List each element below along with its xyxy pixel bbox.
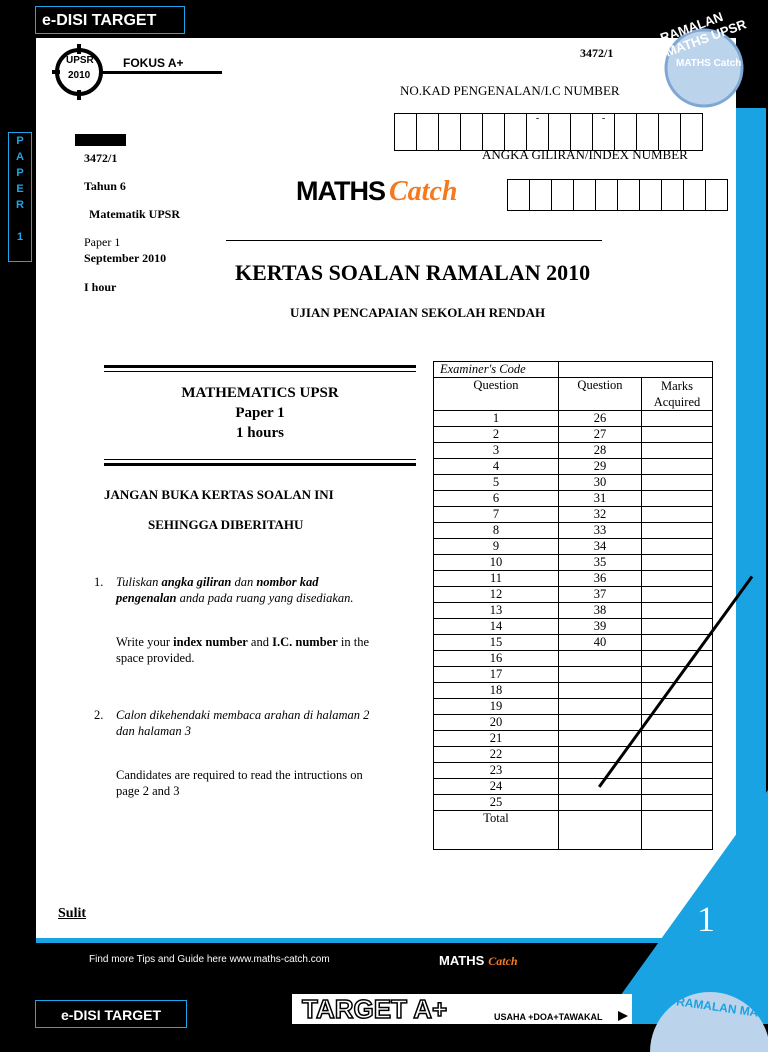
table-row (434, 523, 713, 539)
ic-digit-box[interactable] (680, 113, 703, 151)
total-label: Total (434, 811, 559, 850)
ic-label: NO.KAD PENGENALAN/I.C NUMBER (400, 83, 620, 98)
instruction-1-number: 1. (94, 575, 104, 589)
marks-cell[interactable] (642, 715, 713, 731)
instruction-2-number: 2. (94, 708, 104, 722)
index-digit-box[interactable] (595, 179, 618, 211)
ic-digit-box[interactable] (482, 113, 505, 151)
table-row (434, 491, 713, 507)
question-number: 14 (434, 619, 559, 635)
examiner-table (433, 361, 713, 850)
ic-number-boxes[interactable] (394, 113, 702, 151)
ic-digit-box[interactable] (636, 113, 659, 151)
question-number: 36 (559, 571, 642, 587)
question-number: 18 (434, 683, 559, 699)
sulit-label: Sulit (58, 906, 87, 921)
marks-cell[interactable] (642, 427, 713, 443)
blue-corner (600, 790, 768, 1024)
heading-line-1: MATHEMATICS UPSR (181, 385, 339, 401)
marks-cell[interactable] (642, 619, 713, 635)
instruction-2-malay-l1: Calon dikehendaki membaca arahan di halaman 2 (116, 708, 370, 722)
table-row (434, 507, 713, 523)
ic-digit-box[interactable] (658, 113, 681, 151)
index-digit-box[interactable] (529, 179, 552, 211)
side-label-char: R (16, 199, 24, 211)
ic-digit-box[interactable] (548, 113, 571, 151)
question-number (559, 715, 642, 731)
marks-cell[interactable] (642, 411, 713, 427)
col-marks (642, 378, 713, 411)
question-number: 19 (434, 699, 559, 715)
marks-cell[interactable] (642, 651, 713, 667)
info-paper: Paper 1 (84, 235, 121, 249)
question-number: 31 (559, 491, 642, 507)
ic-digit-box[interactable] (570, 113, 593, 151)
question-number: 8 (434, 523, 559, 539)
instruction-1-malay-l2 (116, 591, 354, 606)
footer-brand (439, 952, 518, 970)
marks-cell[interactable] (642, 763, 713, 779)
question-number: 9 (434, 539, 559, 555)
title-rule (226, 240, 602, 241)
maths-catch-brand (296, 176, 457, 208)
marks-cell[interactable] (642, 747, 713, 763)
heading-line-2: Paper 1 (235, 405, 285, 421)
heading-rule-bottom (104, 463, 416, 466)
examiners-code-label: Examiner's Code (434, 362, 559, 378)
question-number (559, 747, 642, 763)
question-number (559, 763, 642, 779)
info-date: September 2010 (84, 251, 167, 265)
marks-cell[interactable] (642, 731, 713, 747)
question-number: 23 (434, 763, 559, 779)
question-number: 27 (559, 427, 642, 443)
table-row (434, 427, 713, 443)
question-number: 4 (434, 459, 559, 475)
question-number: 2 (434, 427, 559, 443)
question-number: 22 (434, 747, 559, 763)
paper-title: KERTAS SOALAN RAMALAN 2010 (235, 260, 591, 285)
instruction-2-malay-l2: dan halaman 3 (116, 724, 191, 738)
question-number: 11 (434, 571, 559, 587)
logo-upsr: UPSR (66, 55, 94, 66)
col-question-2: Question (559, 378, 642, 411)
heading-rule-bottom-thin (104, 459, 416, 460)
redacted-bar (75, 134, 126, 146)
ic-digit-box[interactable] (416, 113, 439, 151)
logo-year: 2010 (68, 70, 91, 81)
marks-cell[interactable] (642, 555, 713, 571)
marks-cell[interactable] (642, 539, 713, 555)
question-number: 12 (434, 587, 559, 603)
marks-cell[interactable] (642, 523, 713, 539)
question-number: 25 (434, 795, 559, 811)
index-digit-box[interactable] (573, 179, 596, 211)
question-number: 6 (434, 491, 559, 507)
info-code: 3472/1 (84, 151, 118, 165)
marks-cell[interactable] (642, 443, 713, 459)
question-number: 34 (559, 539, 642, 555)
instruction-2-english-l2: page 2 and 3 (116, 784, 180, 798)
question-number: 24 (434, 779, 559, 795)
fokus-label: FOKUS A+ (123, 56, 184, 70)
e1-b2: I.C. number (272, 635, 338, 649)
question-number: 7 (434, 507, 559, 523)
question-number: 32 (559, 507, 642, 523)
table-row (434, 731, 713, 747)
index-digit-box[interactable] (661, 179, 684, 211)
warning-line-2: SEHINGGA DIBERITAHU (148, 517, 304, 532)
paper-1-side-label (8, 132, 32, 262)
paper-code-top: 3472/1 (580, 46, 614, 60)
i1a-b1: angka giliran (161, 575, 232, 589)
question-number: 30 (559, 475, 642, 491)
marks-cell[interactable] (642, 507, 713, 523)
question-number: 40 (559, 635, 642, 651)
info-subject: Matematik UPSR (89, 207, 180, 221)
badge-center-text: MATHS Catch (676, 58, 742, 69)
ic-digit-box[interactable] (438, 113, 461, 151)
table-row (434, 763, 713, 779)
instruction-1-malay-l1 (116, 575, 318, 590)
question-number: 13 (434, 603, 559, 619)
footer-tips: Find more Tips and Guide here www.maths-catch.com (89, 954, 330, 965)
question-number: 10 (434, 555, 559, 571)
index-label: ANGKA GILIRAN/INDEX NUMBER (482, 147, 688, 162)
edisi-target-tag-top: e-DISI TARGET (35, 6, 185, 34)
question-number (559, 683, 642, 699)
ic-digit-box[interactable] (394, 113, 417, 151)
question-number: 38 (559, 603, 642, 619)
marks-cell[interactable] (642, 603, 713, 619)
question-number (559, 651, 642, 667)
side-label-char: E (16, 183, 24, 195)
marks-cell[interactable] (642, 587, 713, 603)
question-number: 21 (434, 731, 559, 747)
heading-rule-top-thin (104, 371, 416, 372)
ic-digit-box[interactable] (460, 113, 483, 151)
ic-digit-box[interactable] (614, 113, 637, 151)
heading-rule-top (104, 365, 416, 368)
i1b-b: pengenalan (116, 591, 177, 605)
footer-badge-text: RAMALAN MA (675, 994, 760, 1020)
instruction-1-english-l1 (116, 635, 369, 650)
table-row (434, 571, 713, 587)
col-question-1: Question (434, 378, 559, 411)
footer-catch: Catch (488, 954, 518, 968)
question-number: 28 (559, 443, 642, 459)
table-row (434, 459, 713, 475)
i1a-mid: dan (231, 575, 257, 589)
warning-line-1: JANGAN BUKA KERTAS SOALAN INI (104, 487, 334, 502)
heading-line-3: 1 hours (236, 425, 284, 441)
side-label-char: A (16, 151, 24, 163)
ic-digit-box[interactable]: - (526, 113, 549, 151)
marks-cell[interactable] (642, 571, 713, 587)
question-number: 35 (559, 555, 642, 571)
index-digit-box[interactable] (639, 179, 662, 211)
footer-motto: USAHA +DOA+TAWAKAL (494, 1012, 603, 1022)
instruction-1-english-l2: space provided. (116, 651, 195, 665)
question-number: 5 (434, 475, 559, 491)
table-row (434, 667, 713, 683)
question-number: 37 (559, 587, 642, 603)
table-row (434, 651, 713, 667)
question-number: 33 (559, 523, 642, 539)
index-digit-box[interactable] (617, 179, 640, 211)
ic-digit-box[interactable] (504, 113, 527, 151)
table-row (434, 475, 713, 491)
table-row (434, 635, 713, 651)
e1-mid: and (247, 635, 273, 649)
marks-l1: Marks (661, 379, 693, 393)
marks-cell[interactable] (642, 459, 713, 475)
ic-digit-box[interactable]: - (592, 113, 615, 151)
footer-maths: MATHS (439, 953, 485, 968)
table-row (434, 587, 713, 603)
marks-cell[interactable] (642, 475, 713, 491)
marks-cell[interactable] (642, 491, 713, 507)
paper-subtitle: UJIAN PENCAPAIAN SEKOLAH RENDAH (290, 305, 546, 320)
page-number: 1 (697, 899, 715, 939)
e1-rest: in the (337, 635, 369, 649)
question-number: 15 (434, 635, 559, 651)
brand-catch: Catch (389, 176, 458, 207)
brand-maths: MATHS (296, 176, 385, 206)
table-row (434, 699, 713, 715)
marks-l2: Acquired (653, 395, 701, 409)
table-row (434, 619, 713, 635)
side-label-char: 1 (16, 231, 24, 243)
edisi-target-tag-bottom: e-DISI TARGET (35, 1000, 187, 1028)
table-row (434, 443, 713, 459)
e1-b1: index number (173, 635, 248, 649)
index-digit-box[interactable] (507, 179, 530, 211)
index-digit-box[interactable] (683, 179, 706, 211)
target-aplus: TARGET A+ (302, 994, 448, 1024)
table-row (434, 539, 713, 555)
table-row (434, 555, 713, 571)
i1a-pre: Tuliskan (116, 575, 162, 589)
side-label-char: P (16, 167, 24, 179)
index-digit-box[interactable] (551, 179, 574, 211)
question-number: 26 (559, 411, 642, 427)
question-number: 39 (559, 619, 642, 635)
badge-arc-text: RAMALAN MATHS UPSR (658, 8, 749, 60)
instruction-2-english-l1: Candidates are required to read the intructions on (116, 768, 363, 782)
info-hour: I hour (84, 280, 117, 294)
index-number-boxes[interactable] (507, 179, 727, 211)
i1a-b2: nombor kad (256, 575, 319, 589)
index-digit-box[interactable] (705, 179, 728, 211)
question-number: 1 (434, 411, 559, 427)
marks-cell[interactable] (642, 683, 713, 699)
table-row (434, 603, 713, 619)
table-row (434, 715, 713, 731)
footer-arrow-icon (618, 1011, 628, 1021)
question-number: 3 (434, 443, 559, 459)
e1-pre: Write your (116, 635, 174, 649)
question-number: 20 (434, 715, 559, 731)
info-tahun: Tahun 6 (84, 179, 126, 193)
side-label-char (9, 213, 31, 229)
logo-line (100, 71, 222, 74)
question-number: 17 (434, 667, 559, 683)
side-label-char: P (16, 135, 24, 147)
table-row (434, 411, 713, 427)
question-number: 16 (434, 651, 559, 667)
question-number: 29 (559, 459, 642, 475)
i1b-rest: anda pada ruang yang disediakan. (176, 591, 354, 605)
examiners-code-field[interactable] (559, 362, 713, 378)
table-row (434, 747, 713, 763)
question-number (559, 699, 642, 715)
question-number (559, 667, 642, 683)
